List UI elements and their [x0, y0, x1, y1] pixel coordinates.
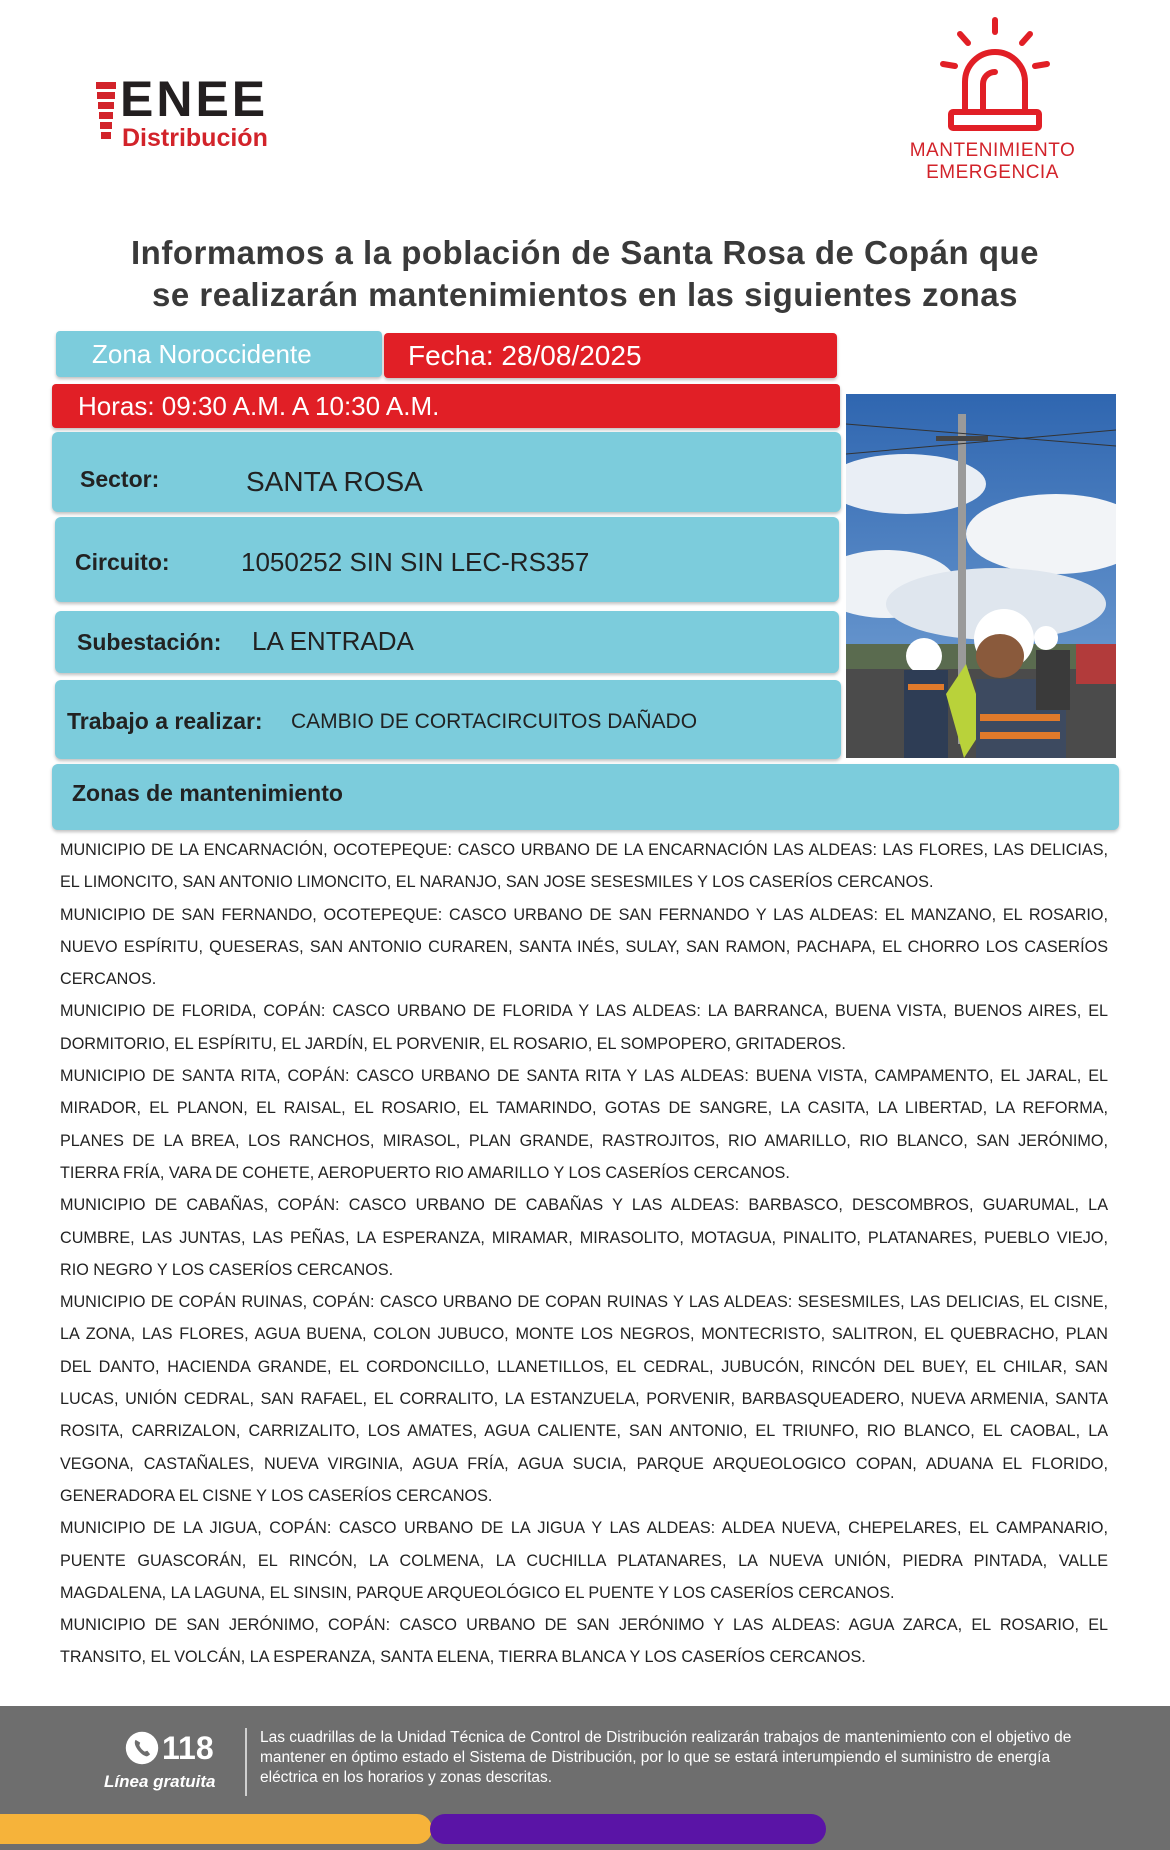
page-title: Informamos a la población de Santa Rosa de Copán que se realizarán mantenimientos en las siguientes zonas: [131, 234, 1039, 313]
sector-value: SANTA ROSA: [246, 466, 423, 497]
list-item: MUNICIPIO DE COPÁN RUINAS, COPÁN: CASCO URBANO DE COPAN RUINAS Y LAS ALDEAS: SESESMILES, LAS DELICIAS, EL CISNE, LA ZONA, LAS FLORES, AGUA BUENA, COLON JUBUCO, MONTE LOS NEGROS, MONTECRISTO, SALITRON, EL QUEBRACHO, PLAN DEL DANTO, HACIENDA GRANDE, EL CORDONCILLO, LLANETILLOS, EL CEDRAL, JUBUCÓN, RINCÓN DEL BUEY, EL CHILAR, SAN LUCAS, UNIÓN CEDRAL, SAN RAFAEL, EL CORRALITO, LA ESTANZUELA, PORVENIR, BARBASQUEADERO, NUEVA ARMENIA, SANTA ROSITA, CARRIZALON, CARRIZALITO, LOS AMATES, AGUA CALIENTE, SAN ANTONIO, EL TRIUNFO, RIO BLANCO, EL CAOBAL, LA VEGONA, CASTAÑALES, NUEVA VIRGINIA, AGUA FRÍA, AGUA SUCIA, PARQUE ARQUEOLOGICO COPAN, ADUANA EL FLORIDO, GENERADORA EL CISNE Y LOS CASERÍOS CERCANOS.: [60, 1293, 1108, 1505]
hours-badge: Horas: 09:30 A.M. A 10:30 A.M.: [52, 384, 840, 428]
siren-icon: [935, 16, 1055, 134]
substation-value: LA ENTRADA: [252, 626, 414, 656]
list-item: MUNICIPIO DE FLORIDA, COPÁN: CASCO URBANO DE FLORIDA Y LAS ALDEAS: LA BARRANCA, BUENA VISTA, BUENOS AIRES, EL DORMITORIO, EL ESPÍRITU, EL JARDÍN, EL PORVENIR, EL ROSARIO, EL SOMPOPERO, GRITADEROS.: [60, 1002, 1108, 1053]
footer-accent-purple: [430, 1814, 826, 1844]
list-item: MUNICIPIO DE CABAÑAS, COPÁN: CASCO URBANO DE CABAÑAS Y LAS ALDEAS: BARBASCO, DESCOMBROS, GUARUMAL, LA CUMBRE, LAS JUNTAS, LAS PEÑAS, LA ESPERANZA, MIRAMAR, MIRASOLITO, MOTAGUA, PINALITO, PLATANARES, PUEBLO VIEJO, RIO NEGRO Y LOS CASERÍOS CERCANOS.: [60, 1196, 1108, 1279]
substation-row: [55, 611, 839, 673]
list-item: MUNICIPIO DE LA JIGUA, COPÁN: CASCO URBANO DE LA JIGUA Y LAS ALDEAS: ALDEA NUEVA, CHEPELARES, EL CAMPANARIO, PUENTE GUASCORÁN, EL RINCÓN, LA COLMENA, LA CUCHILLA PLATANARES, LA NUEVA UNIÓN, PIEDRA PINTADA, VALLE MAGDALENA, LA LAGUNA, EL SINSIN, PARQUE ARQUEOLÓGICO EL PUENTE Y LOS CASERÍOS CERCANOS.: [60, 1519, 1108, 1602]
sector-label: Sector:: [80, 466, 160, 492]
logo-subtitle: Distribución: [122, 124, 268, 152]
phone-number: 118: [162, 1730, 214, 1766]
footer-notice: Las cuadrillas de la Unidad Técnica de Control de Distribución realizarán trabajos de mantenimiento con el objetivo de mantener en óptimo estado el Sistema de Distribución, por lo que se estará interumpiendo el suministro de energía eléctrica en los horarios y zonas descritas.: [260, 1729, 1072, 1786]
emergency-badge: [895, 16, 1170, 186]
list-item: MUNICIPIO DE SAN FERNANDO, OCOTEPEQUE: CASCO URBANO DE SAN FERNANDO Y LAS ALDEAS: EL MANZANO, EL ROSARIO, NUEVO ESPÍRITU, QUESERAS, SAN ANTONIO CURAREN, SANTA INÉS, SULAY, SAN RAMON, PACHAPA, EL CHORRO LOS CASERÍOS CERCANOS.: [60, 905, 1108, 989]
phone-label: Línea gratuita: [104, 1772, 216, 1791]
logo-wordmark: ENEE: [120, 71, 269, 127]
zones-title: Zonas de mantenimiento: [52, 764, 1119, 830]
footer-accent-orange: [0, 1814, 432, 1844]
footer-divider: [245, 1728, 247, 1796]
badge-label: MANTENIMIENTO EMERGENCIA: [909, 140, 1076, 183]
work-value: CAMBIO DE CORTACIRCUITOS DAÑADO: [291, 710, 698, 733]
circuit-value: 1050252 SIN SIN LEC-RS357: [241, 547, 590, 577]
work-label: Trabajo a realizar:: [67, 708, 263, 734]
circuit-label: Circuito:: [75, 549, 170, 575]
enee-logo: [94, 71, 334, 152]
zone-badge: Zona Noroccidente: [56, 331, 382, 377]
phone-icon: [124, 1730, 160, 1766]
zones-list: [60, 834, 1108, 1674]
sector-row: [52, 432, 841, 512]
list-item: MUNICIPIO DE SAN JERÓNIMO, COPÁN: CASCO URBANO DE SAN JERÓNIMO Y LAS ALDEAS: AGUA ZARCA, EL ROSARIO, EL TRANSITO, EL VOLCÁN, LA ESPERANZA, SANTA ELENA, TIERRA BLANCA Y LOS CASERÍOS CERCANOS.: [60, 1616, 1108, 1667]
list-item: MUNICIPIO DE SANTA RITA, COPÁN: CASCO URBANO DE SANTA RITA Y LAS ALDEAS: BUENA VISTA, CAMPAMENTO, EL JARAL, EL MIRADOR, EL PLANON, EL RAISAL, EL ROSARIO, EL TAMARINDO, GOTAS DE SANGRE, LA CASITA, LA LIBERTAD, LA REFORMA, PLANES DE LA BREA, LOS RANCHOS, MIRASOL, PLAN GRANDE, RASTROJITOS, RIO AMARILLO, RIO BLANCO, SAN JERÓNIMO, TIERRA FRÍA, VARA DE COHETE, AEROPUERTO RIO AMARILLO Y LOS CASERÍOS CERCANOS.: [60, 1067, 1108, 1182]
date-badge: Fecha: 28/08/2025: [384, 333, 837, 378]
list-item: MUNICIPIO DE LA ENCARNACIÓN, OCOTEPEQUE: CASCO URBANO DE LA ENCARNACIÓN LAS ALDEAS: LAS FLORES, LAS DELICIAS, EL LIMONCITO, SAN ANTONIO LIMONCITO, EL NARANJO, SAN JOSE SESESMILES Y LOS CASERÍOS CERCANOS.: [60, 841, 1108, 892]
logo-bars-icon: [94, 82, 116, 144]
work-row: [55, 680, 841, 759]
lineworker-photo: [846, 394, 1116, 758]
circuit-row: [55, 517, 839, 602]
substation-label: Subestación:: [77, 629, 222, 655]
